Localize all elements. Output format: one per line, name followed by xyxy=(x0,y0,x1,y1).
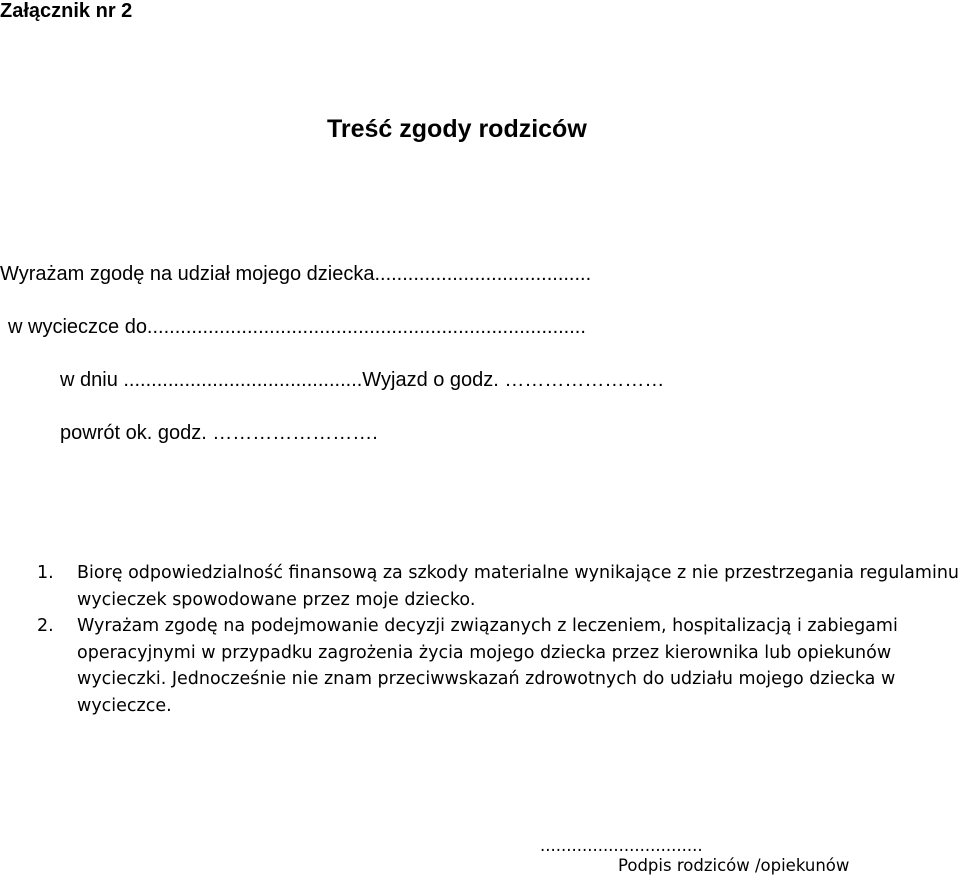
trip-date-departure-line: w dniu ...........................................Wyjazd o godz. …………………… xyxy=(60,369,665,391)
consent-clauses xyxy=(37,560,960,719)
return-time-line: powrót ok. godz. ……………………. xyxy=(60,422,378,444)
document-title: Treść zgody rodziców xyxy=(327,115,587,143)
clause-2 xyxy=(37,613,960,719)
signature-line: ............................... xyxy=(540,836,703,855)
clause-text: Wyrażam zgodę na podejmowanie decyzji związanych z leczeniem, hospitalizacją i zabiegami operacyjnymi w przypadku zagrożenia życia mojego dziecka przez kierownika lub opiekunów wycieczki. Jednocześnie nie znam przeciwwskazań zdrowotnych do udziału mojego dziecka w wycieczce. xyxy=(77,616,898,716)
annex-label: Załącznik nr 2 xyxy=(0,0,133,22)
clause-number: 1. xyxy=(37,563,54,583)
signature-label: Podpis rodziców /opiekunów xyxy=(618,856,850,875)
clause-number: 2. xyxy=(37,616,54,636)
clause-1 xyxy=(37,560,960,613)
trip-destination-line: w wycieczce do............................................................................... xyxy=(8,316,586,338)
clause-text: Biorę odpowiedzialność finansową za szkody materialne wynikające z nie przestrzegania regulaminu wycieczek spowodowane przez moje dziecko. xyxy=(77,563,959,610)
consent-child-line: Wyrażam zgodę na udział mojego dziecka....................................... xyxy=(0,263,592,285)
